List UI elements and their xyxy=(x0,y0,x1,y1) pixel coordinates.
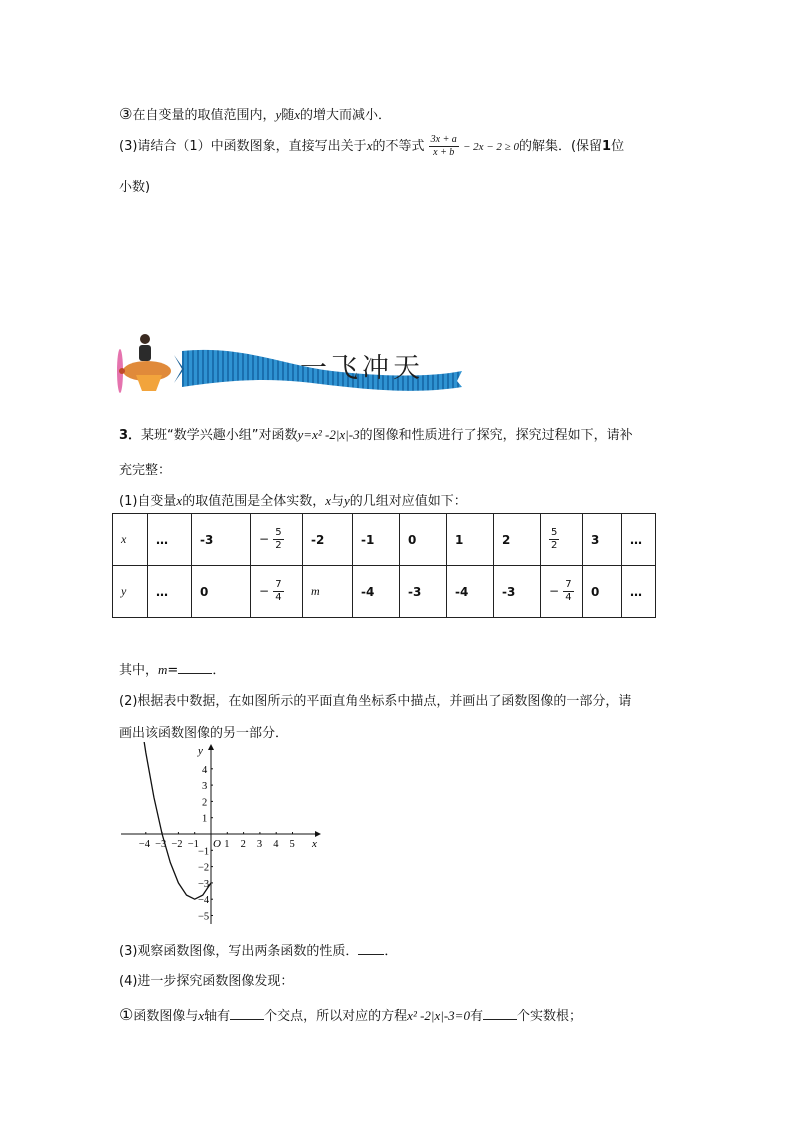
table-row-y xyxy=(113,566,656,618)
x-tick-label: 3 xyxy=(256,839,263,850)
q3-line2: 小数) xyxy=(119,180,151,195)
problem3-intro-line2: 充完整： xyxy=(119,463,172,478)
x-axis-arrow xyxy=(315,831,321,837)
p41-text-c: 个交点，所以对应的方程 xyxy=(264,1009,408,1024)
y-tick-label: 3 xyxy=(202,781,208,793)
origin-label: O xyxy=(213,838,221,850)
answer-blank[interactable] xyxy=(230,1007,264,1020)
m-end: ． xyxy=(212,663,226,678)
part1-line xyxy=(119,490,467,509)
table-cell: 1 xyxy=(447,514,494,566)
table-cell: y xyxy=(113,566,148,618)
table-cell: … xyxy=(622,514,656,566)
fraction-denominator: x + b xyxy=(433,147,455,158)
var-y: y xyxy=(275,107,282,122)
part1-text-c: 与 xyxy=(331,494,345,509)
item3-text-b: 随 xyxy=(281,108,295,123)
table-cell: … xyxy=(148,514,192,566)
var-x: x xyxy=(176,493,183,508)
table-cell: -3 xyxy=(192,514,251,566)
y-tick-label: 4 xyxy=(202,764,208,776)
m-text-a: 其中， xyxy=(119,663,159,678)
problem3-intro xyxy=(119,424,633,443)
var-y: y xyxy=(344,493,350,508)
q3-text-a: (3)请结合（1）中函数图象，直接写出关于 xyxy=(119,139,367,154)
item3-text-a: 在自变量的取值范围内， xyxy=(132,108,276,123)
q3-text-c: 的解集．(保留 xyxy=(518,139,603,154)
y-axis-arrow xyxy=(208,744,214,750)
table-cell: -4 xyxy=(447,566,494,618)
function-curve xyxy=(138,742,211,899)
x-tick-label: −4 xyxy=(138,839,150,850)
table-cell: … xyxy=(622,566,656,618)
plane-nose xyxy=(119,368,125,374)
answer-blank[interactable] xyxy=(178,661,212,674)
q3-text-b: 的不等式 xyxy=(372,139,425,154)
var-m: m xyxy=(158,662,168,677)
x-tick-label: −1 xyxy=(187,839,199,850)
function-graph xyxy=(115,742,325,927)
var-x: x xyxy=(366,138,373,153)
var-x: x xyxy=(325,493,331,508)
pilot-body xyxy=(139,345,151,361)
part3-end: ． xyxy=(384,944,398,959)
y-tick-label: −2 xyxy=(198,862,210,874)
function-expression: y=x² -2|x|-3 xyxy=(297,427,360,442)
y-tick-label: −1 xyxy=(198,846,210,858)
part3-text: (3)观察函数图像，写出两条函数的性质． xyxy=(119,944,359,959)
part2-line1: (2)根据表中数据，在如图所示的平面直角坐标系中描点，并画出了函数图像的一部分，请 xyxy=(119,694,632,709)
table-cell-fraction: $\frac{5}{2}$ xyxy=(541,514,583,566)
m-answer-line xyxy=(119,659,225,678)
y-tick-label: 2 xyxy=(202,797,208,809)
x-tick-label: 5 xyxy=(289,839,295,850)
pilot-head xyxy=(140,334,150,344)
part4-1-line xyxy=(119,1005,582,1024)
part2-line2: 画出该函数图像的另一部分． xyxy=(119,726,289,741)
table-cell: -1 xyxy=(353,514,400,566)
table-cell: 3 xyxy=(583,514,622,566)
q3-text-d: 位 xyxy=(611,139,625,154)
table-cell: -4 xyxy=(353,566,400,618)
table-cell: -3 xyxy=(400,566,447,618)
table-cell: -2 xyxy=(303,514,353,566)
equation: x² -2|x|-3=0 xyxy=(407,1008,470,1023)
answer-blank[interactable] xyxy=(483,1007,517,1020)
table-cell: 0 xyxy=(192,566,251,618)
x-tick-label: 2 xyxy=(240,839,246,850)
table-cell-fraction: − $\frac{7}{4}$ xyxy=(541,566,583,618)
banner-title: 一飞冲天 xyxy=(300,353,424,384)
item3-line xyxy=(119,104,391,123)
table-cell-fraction: − $\frac{5}{2}$ xyxy=(251,514,303,566)
var-x: x xyxy=(198,1008,205,1023)
table-cell: x xyxy=(113,514,148,566)
item3-text-c: 的增大而减小． xyxy=(300,108,392,123)
q3-line xyxy=(119,134,624,159)
y-tick-label: 1 xyxy=(202,813,208,825)
x-tick-label: 1 xyxy=(224,839,230,850)
p41-text-b: 轴有 xyxy=(204,1009,231,1024)
part1-text-b: 的取值范围是全体实数， xyxy=(182,494,326,509)
part3-line xyxy=(119,940,397,959)
table-cell: 2 xyxy=(494,514,541,566)
value-table xyxy=(112,513,656,618)
table-cell: m xyxy=(303,566,353,618)
table-row-x xyxy=(113,514,656,566)
x-tick-label: −3 xyxy=(155,839,167,850)
table-cell-fraction: − $\frac{7}{4}$ xyxy=(251,566,303,618)
problem-number: 3． xyxy=(119,428,142,443)
fraction-numerator: 3x + a xyxy=(430,134,457,145)
q3-bold-number: 1 xyxy=(602,139,612,154)
p41-text-d: 有 xyxy=(469,1009,483,1024)
circle-number: ① xyxy=(119,1005,134,1024)
intro-text-a: 某班“数学兴趣小组”对函数 xyxy=(141,428,298,443)
var-x: x xyxy=(294,107,301,122)
table-cell: … xyxy=(148,566,192,618)
p41-text-e: 个实数根； xyxy=(516,1009,582,1024)
table-cell: -3 xyxy=(494,566,541,618)
y-axis-label: y xyxy=(198,745,203,757)
p41-text-a: 函数图像与 xyxy=(133,1009,199,1024)
table-cell: 0 xyxy=(400,514,447,566)
y-tick-label: −4 xyxy=(198,895,210,907)
table-cell: 0 xyxy=(583,566,622,618)
x-tick-label: −2 xyxy=(171,839,183,850)
y-tick-label: −5 xyxy=(198,911,210,923)
plane-wing xyxy=(136,375,162,391)
intro-text-b: 的图像和性质进行了探究，探究过程如下，请补 xyxy=(359,428,633,443)
y-tick-label: −3 xyxy=(198,878,210,890)
part1-text-d: 的几组对应值如下： xyxy=(349,494,467,509)
inequality-expression: − 2x − 2 ≥ 0 xyxy=(462,141,519,153)
circle-number: ③ xyxy=(119,105,133,123)
fraction xyxy=(429,134,459,159)
x-tick-label: 4 xyxy=(273,839,279,850)
part4-line: (4)进一步探究函数图像发现： xyxy=(119,974,294,989)
x-axis-label: x xyxy=(312,838,317,850)
answer-blank[interactable] xyxy=(358,942,384,955)
part1-text-a: (1)自变量 xyxy=(119,494,177,509)
m-equals: = xyxy=(167,663,179,678)
